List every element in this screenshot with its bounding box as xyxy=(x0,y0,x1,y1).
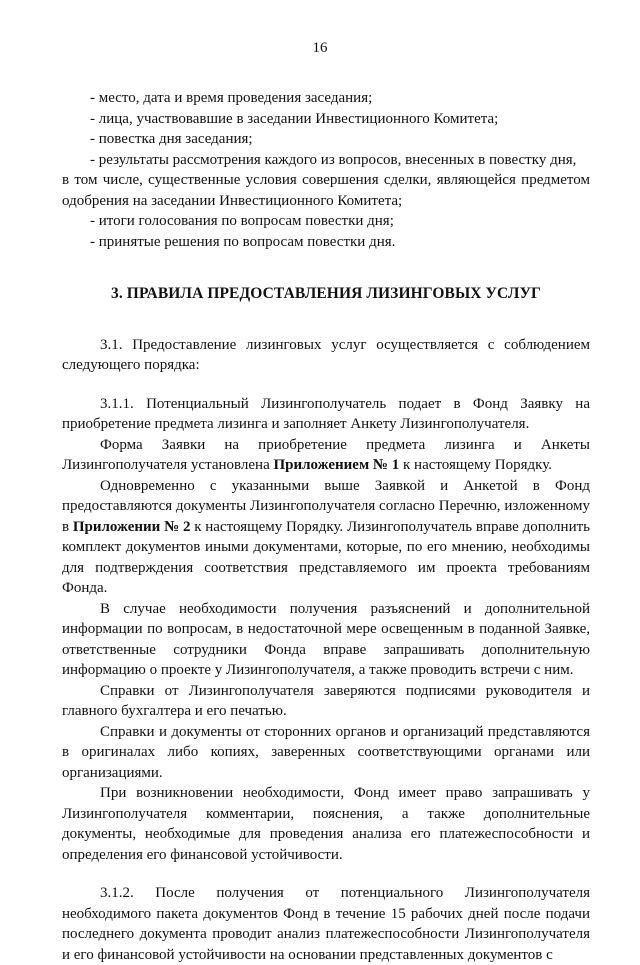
appendix-1-ref: Приложением № 1 xyxy=(273,457,400,473)
list-item: - место, дата и время проведения заседания; xyxy=(90,90,373,106)
paragraph-third-party-docs: Справки и документы от сторонних органов и организаций представляются в оригиналах либо копиях, заверенных соответствующими органами или организациями. xyxy=(62,723,590,781)
paragraph-clarifications: В случае необходимости получения разъяснений и дополнительной информации по вопросам, в недостаточной мере освещенным в поданной Заявке, ответственные сотрудники Фонда вправе запрашивать дополнительную информацию о проекте у Лизингополучателя, а также проводить встречи с ним. xyxy=(62,600,590,678)
paragraph-simultaneously: Одновременно с указанными выше Заявкой и Анкетой в Фонд предоставляются документы Лизингополучателя согласно Перечню, изложенному в Приложении № 2 к настоящему Порядку. Лизингополучатель вправе дополнить комплект документов иными документами, которые, по его мнению, необходимы для подтверждения соответствия представляемого им проекта требованиям Фонда. xyxy=(62,477,590,596)
appendix-2-ref: Приложении № 2 xyxy=(72,518,191,535)
paragraph-additional-request: При возникновении необходимости, Фонд имеет право запрашивать у Лизингополучателя комментарии, пояснения, а также дополнительные документы, необходимые для проведения анализа его платежеспособности и определения его финансовой устойчивости. xyxy=(62,785,590,863)
paragraph-3-1: 3.1. Предоставление лизинговых услуг осуществляется с соблюдением следующего порядка: xyxy=(62,336,590,373)
page-number: 16 xyxy=(312,40,328,56)
list-item: - итоги голосования по вопросам повестки дня; xyxy=(90,213,394,229)
document-body xyxy=(62,88,590,965)
list-item: - принятые решения по вопросам повестки дня. xyxy=(90,233,396,250)
section-title: 3. ПРАВИЛА ПРЕДОСТАВЛЕНИЯ ЛИЗИНГОВЫХ УСЛУГ xyxy=(110,285,542,302)
paragraph-3-1-2: 3.1.2. После получения от потенциального Лизингополучателя необходимого пакета документов Фонд в течение 15 рабочих дней после подачи последнего документа проводит анализ платежеспособности Лизингополучателя и его финансовой устойчивости на основании представленных документов с xyxy=(62,885,590,963)
list-item: - лица, участвовавшие в заседании Инвестиционного Комитета; xyxy=(90,110,499,127)
paragraph-3-1-1: 3.1.1. Потенциальный Лизингополучатель подает в Фонд Заявку на приобретение предмета лизинга и заполняет Анкету Лизингополучателя. xyxy=(62,395,590,432)
list-item: - результаты рассмотрения каждого из вопросов, внесенных в повестку дня, xyxy=(90,151,577,168)
paragraph-form: Форма Заявки на приобретение предмета лизинга и Анкеты Лизингополучателя установлена Приложением № 1 к настоящему Порядку. xyxy=(62,436,590,473)
list-item-continuation: в том числе, существенные условия совершения сделки, являющейся предметом одобрения на заседании Инвестиционного Комитета; xyxy=(62,172,590,209)
list-item: - повестка дня заседания; xyxy=(90,131,253,147)
paragraph-certificates: Справки от Лизингополучателя заверяются подписями руководителя и главного бухгалтера и его печатью. xyxy=(62,682,590,719)
